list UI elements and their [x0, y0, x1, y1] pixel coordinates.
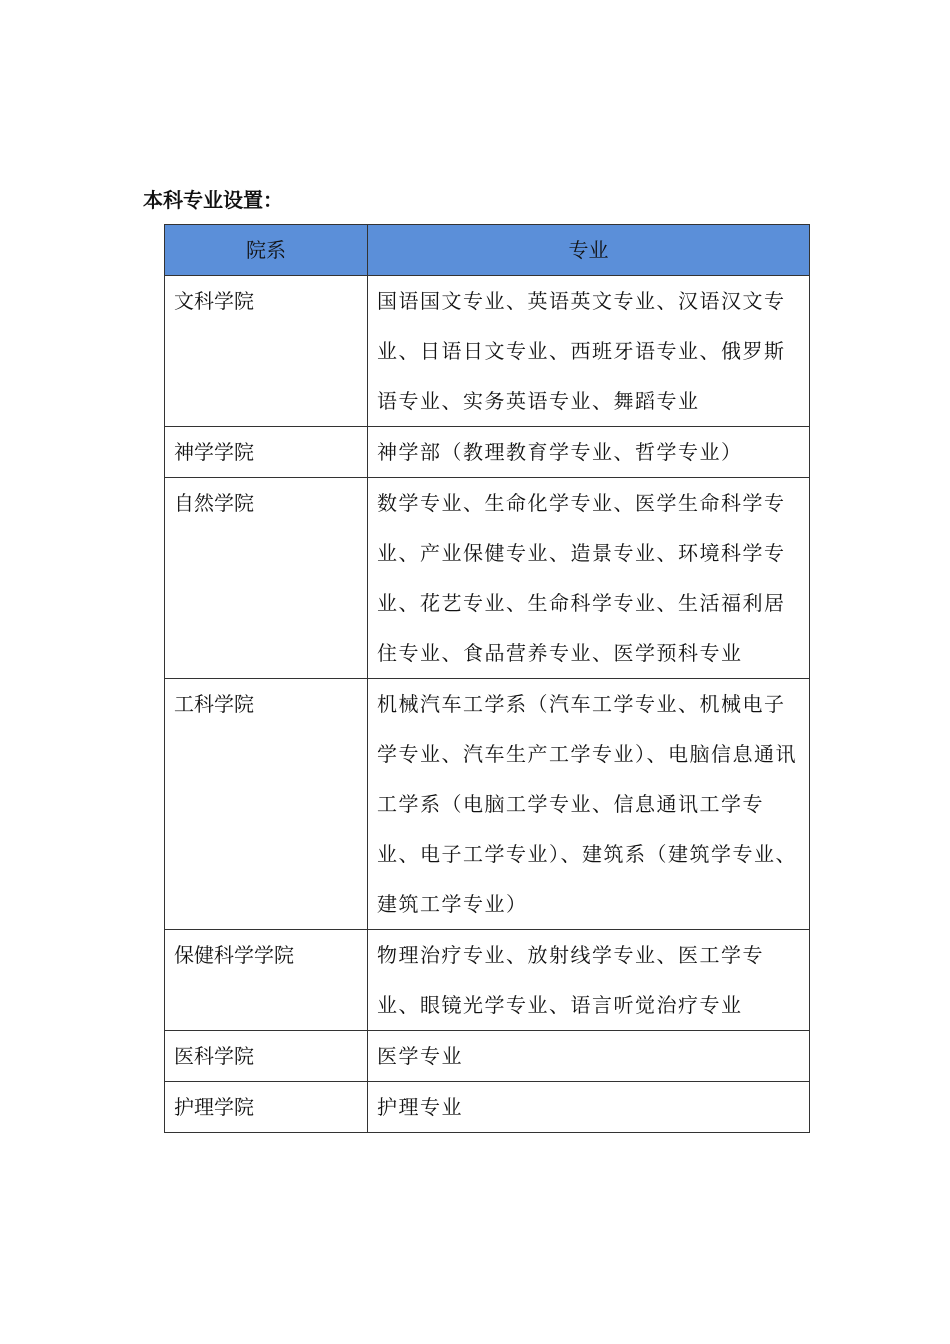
table-row: [165, 1031, 810, 1082]
table-row: [165, 478, 810, 679]
majors-cell: 医学专业: [368, 1031, 810, 1082]
majors-cell: 国语国文专业、英语英文专业、汉语汉文专业、日语日文专业、西班牙语专业、俄罗斯语专业、实务英语专业、舞蹈专业: [368, 276, 810, 427]
majors-cell: 神学部（教理教育学专业、哲学专业）: [368, 427, 810, 478]
page-title: 本科专业设置：: [143, 188, 283, 212]
college-cell: 文科学院: [165, 276, 368, 427]
majors-cell: 机械汽车工学系（汽车工学专业、机械电子学专业、汽车生产工学专业）、电脑信息通讯工学系（电脑工学专业、信息通讯工学专业、电子工学专业）、建筑系（建筑学专业、建筑工学专业）: [368, 679, 810, 930]
column-header-majors: 专业: [368, 225, 810, 276]
majors-cell: 数学专业、生命化学专业、医学生命科学专业、产业保健专业、造景专业、环境科学专业、花艺专业、生命科学专业、生活福利居住专业、食品营养专业、医学预科专业: [368, 478, 810, 679]
college-cell: 保健科学学院: [165, 930, 368, 1031]
table-row: [165, 930, 810, 1031]
column-header-college: 院系: [165, 225, 368, 276]
majors-cell: 物理治疗专业、放射线学专业、医工学专业、眼镜光学专业、语言听觉治疗专业: [368, 930, 810, 1031]
college-cell: 工科学院: [165, 679, 368, 930]
college-cell: 神学学院: [165, 427, 368, 478]
table-row: [165, 276, 810, 427]
college-cell: 护理学院: [165, 1082, 368, 1133]
table-row: [165, 427, 810, 478]
college-cell: 自然学院: [165, 478, 368, 679]
table-header-row: [165, 225, 810, 276]
college-cell: 医科学院: [165, 1031, 368, 1082]
majors-cell: 护理专业: [368, 1082, 810, 1133]
table-row: [165, 1082, 810, 1133]
table-row: [165, 679, 810, 930]
majors-table: [164, 224, 810, 1133]
